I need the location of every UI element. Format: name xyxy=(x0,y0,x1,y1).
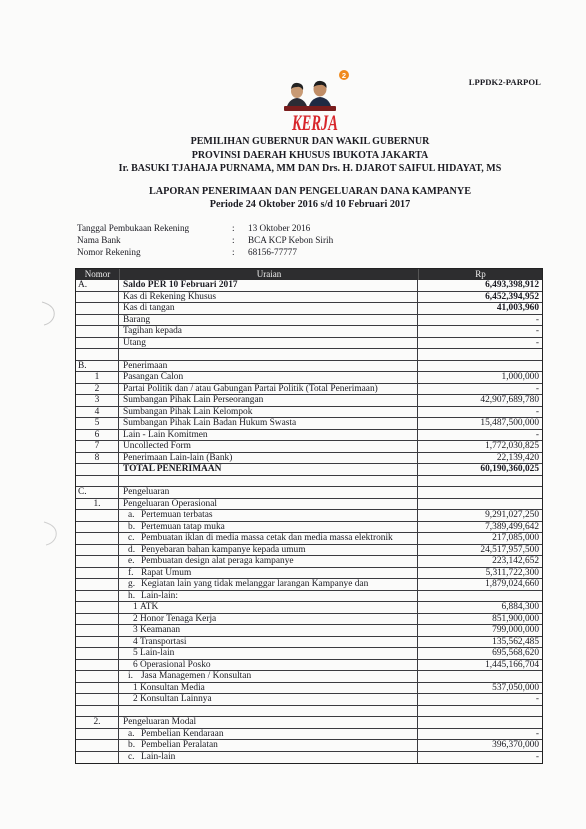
table-row xyxy=(76,671,542,683)
row-description xyxy=(119,315,418,326)
row-amount: - xyxy=(535,751,539,762)
row-number xyxy=(76,729,119,740)
row-amount xyxy=(418,706,542,717)
info-row-opening-date xyxy=(77,222,397,234)
column-header-number: Nomor xyxy=(84,269,111,279)
row-number: 7 xyxy=(76,441,119,452)
table-row xyxy=(76,430,542,442)
row-label: Lain-lain xyxy=(141,751,176,762)
row-number xyxy=(76,303,119,314)
row-description xyxy=(119,395,418,406)
table-row xyxy=(76,338,542,350)
table-row xyxy=(76,372,542,384)
row-label: Kegiatan lain yang tidak melanggar larangan Kampanye dan xyxy=(141,579,369,589)
row-number: 8 xyxy=(76,453,119,464)
row-number xyxy=(76,326,119,337)
row-description xyxy=(119,556,418,567)
row-description xyxy=(119,430,418,441)
row-label: Pengeluaran Modal xyxy=(123,717,197,727)
row-amount: 6,493,398,912 xyxy=(485,280,539,290)
row-label: Jasa Managemen / Konsultan xyxy=(141,671,252,681)
info-value: BCA KCP Kebon Sirih xyxy=(248,235,334,245)
row-label: Sumbangan Pihak Lain Badan Hukum Swasta xyxy=(123,418,297,428)
row-description xyxy=(119,729,418,740)
table-row xyxy=(76,292,542,304)
row-number: 6 xyxy=(76,430,119,441)
row-label: Partai Politik dan / atau Gabungan Partai Politik (Total Penerimaan) xyxy=(123,383,378,394)
row-amount xyxy=(418,349,542,360)
table-row xyxy=(76,407,542,419)
column-header-amount: Rp xyxy=(418,269,542,280)
row-amount: 217,085,000 xyxy=(492,533,539,543)
table-row xyxy=(76,752,542,764)
row-number xyxy=(76,706,119,717)
row-number xyxy=(76,292,119,303)
row-label: Rapat Umum xyxy=(141,567,192,578)
row-marker: f. xyxy=(128,567,134,578)
row-number: 1 xyxy=(76,372,119,383)
row-marker: 1 xyxy=(133,602,138,612)
table-row xyxy=(76,384,542,396)
row-number: 3 xyxy=(76,395,119,406)
row-label: Pengeluaran Operasional xyxy=(123,498,217,509)
row-label: Penyebaran bahan kampanye kepada umum xyxy=(141,544,306,555)
row-number xyxy=(76,476,119,487)
table-row xyxy=(76,740,542,752)
table-row xyxy=(76,510,542,522)
row-marker: 2 xyxy=(133,694,138,704)
row-number xyxy=(76,602,119,613)
row-amount: 9,291,027,250 xyxy=(485,510,539,520)
row-label: Kas di tangan xyxy=(123,303,175,313)
row-description xyxy=(119,407,418,418)
table-row xyxy=(76,729,542,741)
row-description xyxy=(119,326,418,337)
row-description xyxy=(119,338,418,349)
candidate-portraits xyxy=(286,81,332,110)
row-description xyxy=(119,671,418,682)
report-period: Periode 24 Oktober 2016 s/d 10 Februari 2017 xyxy=(209,198,411,210)
table-row xyxy=(76,614,542,626)
row-label: Utang xyxy=(123,337,146,348)
row-number xyxy=(76,660,119,671)
row-description xyxy=(119,683,418,694)
row-label: Konsultan Lainnya xyxy=(140,694,212,704)
table-row xyxy=(76,303,542,315)
row-description xyxy=(119,280,418,291)
info-value: 13 Oktober 2016 xyxy=(248,223,311,233)
row-label: Sumbangan Pihak Lain Kelompok xyxy=(123,406,253,417)
column-header-description: Uraian xyxy=(119,269,418,280)
logo-wordmark: KERJA xyxy=(291,110,338,135)
candidates-line: Ir. BASUKI TJAHAJA PURNAMA, MM DAN Drs. H. DJAROT SAIFUL HIDAYAT, MS xyxy=(118,163,502,174)
row-number xyxy=(76,545,119,556)
row-description xyxy=(119,614,418,625)
row-label: Pertemuan terbatas xyxy=(141,510,213,520)
row-description xyxy=(119,740,418,751)
row-amount: 41,003,960 xyxy=(496,303,539,313)
row-marker: 1 xyxy=(133,682,138,693)
row-description xyxy=(119,499,418,510)
row-amount: 396,370,000 xyxy=(492,740,539,750)
row-number: 2. xyxy=(76,717,119,728)
row-label: Lain - Lain Komitmen xyxy=(123,429,208,440)
row-marker: 4 xyxy=(133,636,138,647)
info-label: Tanggal Pembukaan Rekening xyxy=(77,223,190,233)
row-description xyxy=(119,637,418,648)
finance-table xyxy=(75,268,543,764)
row-number xyxy=(76,533,119,544)
row-description xyxy=(119,648,418,659)
table-body xyxy=(76,280,542,763)
row-number xyxy=(76,338,119,349)
row-description xyxy=(119,545,418,556)
row-description xyxy=(119,441,418,452)
row-number xyxy=(76,579,119,590)
row-number xyxy=(76,614,119,625)
row-amount: 799,000,000 xyxy=(492,625,539,635)
info-separator: : xyxy=(232,235,235,245)
row-amount: 24,517,957,500 xyxy=(480,544,539,555)
row-number xyxy=(76,625,119,636)
report-heading xyxy=(34,185,586,211)
table-row xyxy=(76,315,542,327)
row-label: Honor Tenaga Kerja xyxy=(140,613,217,624)
row-marker: a. xyxy=(128,728,135,739)
table-row xyxy=(76,499,542,511)
row-marker: b. xyxy=(128,740,136,750)
row-marker: 3 xyxy=(133,625,138,635)
table-row xyxy=(76,361,542,373)
row-amount: 22,139,420 xyxy=(496,452,539,463)
row-amount: - xyxy=(535,406,539,417)
table-row xyxy=(76,683,542,695)
table-row xyxy=(76,464,542,476)
row-amount xyxy=(418,476,542,487)
row-label: Penerimaan xyxy=(123,360,168,371)
row-label: Transportasi xyxy=(140,636,187,647)
row-description xyxy=(119,752,418,764)
row-amount: 7,389,499,642 xyxy=(485,521,539,532)
row-description xyxy=(119,418,418,429)
table-row xyxy=(76,660,542,672)
row-description xyxy=(119,568,418,579)
election-header xyxy=(34,135,586,176)
row-amount xyxy=(418,717,542,728)
row-label: Konsultan Media xyxy=(140,682,205,693)
table-row xyxy=(76,591,542,603)
row-description xyxy=(119,706,418,717)
row-number: B. xyxy=(76,361,119,372)
row-number xyxy=(76,464,119,475)
table-row xyxy=(76,418,542,430)
row-amount xyxy=(418,499,542,510)
row-description xyxy=(119,579,418,590)
row-label: Pembelian Peralatan xyxy=(141,740,218,750)
row-description xyxy=(119,487,418,498)
campaign-logo xyxy=(278,66,352,138)
row-description xyxy=(119,717,418,728)
table-row xyxy=(76,326,542,338)
row-marker: c. xyxy=(128,533,135,543)
row-description xyxy=(119,292,418,303)
row-description xyxy=(119,533,418,544)
table-row xyxy=(76,533,542,545)
row-number: 2 xyxy=(76,384,119,395)
row-marker: h. xyxy=(128,590,136,601)
province-title: PROVINSI DAERAH KHUSUS IBUKOTA JAKARTA xyxy=(191,149,429,161)
table-row xyxy=(76,395,542,407)
row-description xyxy=(119,372,418,383)
row-label: Barang xyxy=(123,314,151,325)
election-title: PEMILIHAN GUBERNUR DAN WAKIL GUBERNUR xyxy=(190,136,430,147)
row-number xyxy=(76,522,119,533)
table-row-blank xyxy=(76,706,542,718)
row-label: Kas di Rekening Khusus xyxy=(123,291,216,302)
row-number xyxy=(76,740,119,751)
row-number xyxy=(76,683,119,694)
row-label: Uncollected Form xyxy=(123,441,191,451)
row-label: Lain-lain: xyxy=(141,590,178,601)
info-separator: : xyxy=(232,223,235,233)
row-amount: 42,907,689,780 xyxy=(480,395,539,405)
punch-hole-arc xyxy=(44,522,56,545)
row-label: Keamanan xyxy=(140,625,181,635)
row-amount: - xyxy=(535,429,539,440)
row-number: 5 xyxy=(76,418,119,429)
table-row xyxy=(76,568,542,580)
row-label: TOTAL PENERIMAAN xyxy=(123,464,222,474)
row-amount: 1,000,000 xyxy=(501,372,539,382)
row-marker: b. xyxy=(128,521,136,532)
info-row-account-number xyxy=(77,246,397,258)
account-info xyxy=(77,222,397,258)
row-amount: 1,879,024,660 xyxy=(485,579,539,589)
row-label: Operasional Posko xyxy=(140,659,211,670)
row-amount: 135,562,485 xyxy=(492,636,539,647)
row-number xyxy=(76,349,119,360)
table-row xyxy=(76,579,542,591)
table-row xyxy=(76,487,542,499)
badge-number: 2 xyxy=(341,70,347,80)
table-row-blank xyxy=(76,476,542,488)
row-number xyxy=(76,694,119,705)
ballot-number-badge xyxy=(339,70,349,80)
row-amount: 15,487,500,000 xyxy=(480,418,539,428)
table-row xyxy=(76,625,542,637)
row-amount: - xyxy=(535,383,539,394)
row-number xyxy=(76,752,119,764)
row-marker: i. xyxy=(128,671,133,681)
table-row-blank xyxy=(76,349,542,361)
table-row xyxy=(76,602,542,614)
row-amount: 851,900,000 xyxy=(492,613,539,624)
row-label: ATK xyxy=(140,602,159,612)
report-title: LAPORAN PENERIMAAN DAN PENGELUARAN DANA KAMPANYE xyxy=(148,185,472,197)
row-description xyxy=(119,476,418,487)
row-amount: - xyxy=(535,326,539,336)
row-description xyxy=(119,591,418,602)
row-amount: 537,050,000 xyxy=(492,682,539,693)
row-description xyxy=(119,660,418,671)
row-number xyxy=(76,510,119,521)
form-code: LPPDK2-PARPOL xyxy=(468,77,541,87)
table-row xyxy=(76,441,542,453)
row-marker: e. xyxy=(128,556,135,566)
table-row xyxy=(76,694,542,706)
row-label: Sumbangan Pihak Lain Perseorangan xyxy=(123,395,264,405)
punch-hole-shadow xyxy=(34,518,64,548)
row-amount: 60,190,360,025 xyxy=(480,464,539,474)
info-row-bank-name xyxy=(77,234,397,246)
row-amount: 695,568,620 xyxy=(492,648,539,658)
row-number: A. xyxy=(76,280,119,291)
row-label: Saldo PER 10 Februari 2017 xyxy=(123,280,238,290)
row-description xyxy=(119,303,418,314)
row-number xyxy=(76,671,119,682)
table-row xyxy=(76,556,542,568)
table-row xyxy=(76,648,542,660)
row-description xyxy=(119,384,418,395)
table-row xyxy=(76,453,542,465)
row-number xyxy=(76,556,119,567)
row-amount: 1,445,166,704 xyxy=(485,659,539,670)
row-amount xyxy=(418,487,542,498)
row-number xyxy=(76,315,119,326)
row-label: Pengeluaran xyxy=(123,487,170,497)
table-row xyxy=(76,717,542,729)
row-label: Pembuatan iklan di media massa cetak dan media massa elektronik xyxy=(141,533,393,543)
row-amount: 5,311,722,300 xyxy=(485,567,539,578)
row-amount: 6,452,394,952 xyxy=(485,291,539,302)
row-marker: a. xyxy=(128,510,135,520)
table-row xyxy=(76,522,542,534)
info-separator: : xyxy=(232,247,235,257)
punch-hole-shadow xyxy=(32,298,62,328)
row-description xyxy=(119,602,418,613)
row-description xyxy=(119,522,418,533)
row-amount: 6,884,300 xyxy=(501,602,539,612)
table-header xyxy=(76,269,542,280)
row-description xyxy=(119,510,418,521)
row-number xyxy=(76,648,119,659)
row-marker: 6 xyxy=(133,659,138,670)
row-amount: - xyxy=(535,694,539,704)
row-number: 1. xyxy=(76,499,119,510)
row-amount: - xyxy=(535,728,539,739)
row-number xyxy=(76,568,119,579)
row-amount: - xyxy=(535,337,539,348)
row-amount: 1,772,030,825 xyxy=(485,441,539,451)
info-label: Nomor Rekening xyxy=(77,247,141,257)
row-number: 4 xyxy=(76,407,119,418)
table-row xyxy=(76,545,542,557)
row-number xyxy=(76,591,119,602)
info-label: Nama Bank xyxy=(77,235,121,245)
row-amount xyxy=(418,361,542,372)
row-label: Penerimaan Lain-lain (Bank) xyxy=(123,452,233,463)
row-number: C. xyxy=(76,487,119,498)
punch-hole-arc xyxy=(42,302,54,325)
row-label: Pembuatan design alat peraga kampanye xyxy=(141,556,294,566)
row-amount xyxy=(418,591,542,602)
row-marker: d. xyxy=(128,544,136,555)
row-label: Lain-lain xyxy=(140,648,175,658)
row-description xyxy=(119,464,418,475)
row-label: Tagihan kepada xyxy=(123,326,182,336)
row-amount: 223,142,652 xyxy=(492,556,539,566)
row-description xyxy=(119,694,418,705)
row-marker: g. xyxy=(128,579,136,589)
row-amount: - xyxy=(535,314,539,325)
row-label: Pasangan Calon xyxy=(123,372,184,382)
row-label: Pertemuan tatap muka xyxy=(141,521,225,532)
row-label: Pembelian Kendaraan xyxy=(141,728,224,739)
row-description xyxy=(119,361,418,372)
row-description xyxy=(119,453,418,464)
row-marker: 2 xyxy=(133,613,138,624)
info-value: 68156-77777 xyxy=(248,247,297,257)
row-description xyxy=(119,349,418,360)
row-amount xyxy=(418,671,542,682)
table-row xyxy=(76,637,542,649)
row-description xyxy=(119,625,418,636)
table-row xyxy=(76,280,542,292)
row-marker: c. xyxy=(128,751,135,762)
row-number xyxy=(76,637,119,648)
row-marker: 5 xyxy=(133,648,138,658)
